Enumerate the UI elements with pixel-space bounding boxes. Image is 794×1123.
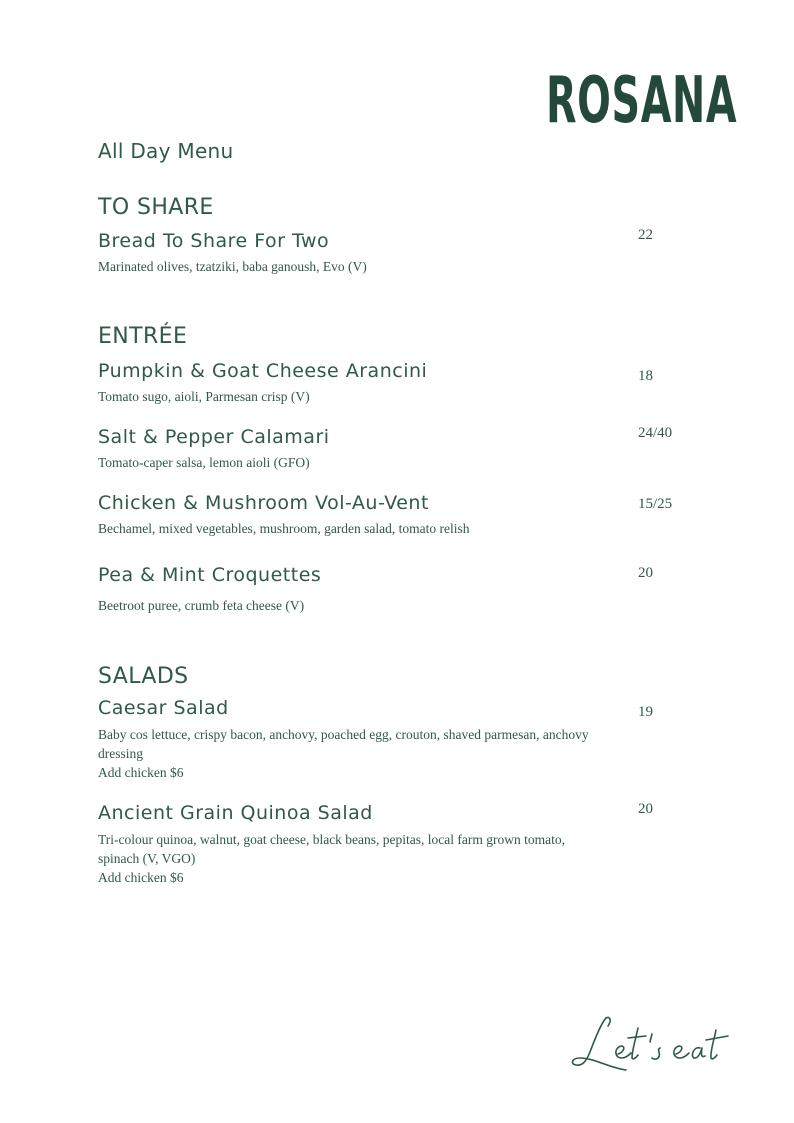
item-name: Pea & Mint Croquettes <box>98 564 322 586</box>
menu-title: All Day Menu <box>98 139 234 163</box>
item-price: 20 <box>638 565 653 581</box>
item-description: Tomato sugo, aioli, Parmesan crisp (V) <box>98 389 310 404</box>
brand-logo: ROSANA <box>546 64 738 138</box>
item-description: Beetroot puree, crumb feta cheese (V) <box>98 598 305 613</box>
menu-item <box>98 491 698 538</box>
item-addon: Add chicken $6 <box>98 870 184 885</box>
item-name: Pumpkin & Goat Cheese Arancini <box>98 360 428 382</box>
item-name: Chicken & Mushroom Vol-Au-Vent <box>98 492 429 514</box>
item-price: 22 <box>638 227 653 243</box>
menu-item <box>98 801 698 887</box>
lets-eat-script-logo <box>566 1008 736 1080</box>
section-title-to-share: TO SHARE <box>98 195 214 220</box>
item-addon: Add chicken $6 <box>98 765 184 780</box>
item-price: 19 <box>638 704 653 720</box>
menu-item <box>98 359 698 406</box>
section-title-salads: SALADS <box>98 664 189 689</box>
menu-item <box>98 696 698 782</box>
item-price: 20 <box>638 801 653 817</box>
menu-item <box>98 229 698 276</box>
item-name: Salt & Pepper Calamari <box>98 426 330 448</box>
item-description: Baby cos lettuce, crispy bacon, anchovy, poached egg, crouton, shaved parmesan, anchovy dressing <box>98 727 589 761</box>
item-description: Marinated olives, tzatziki, baba ganoush, Evo (V) <box>98 259 367 274</box>
item-price: 15/25 <box>638 496 673 512</box>
item-description: Tri-colour quinoa, walnut, goat cheese, black beans, pepitas, local farm grown tomato, spinach (V, VGO) <box>98 832 565 866</box>
item-name: Ancient Grain Quinoa Salad <box>98 802 373 824</box>
item-name: Caesar Salad <box>98 697 229 719</box>
item-name: Bread To Share For Two <box>98 230 330 252</box>
menu-item <box>98 425 698 472</box>
item-description: Bechamel, mixed vegetables, mushroom, garden salad, tomato relish <box>98 521 470 536</box>
item-price: 24/40 <box>638 425 673 441</box>
item-price: 18 <box>638 368 653 384</box>
menu-item <box>98 563 698 615</box>
item-description: Tomato-caper salsa, lemon aioli (GFO) <box>98 455 310 470</box>
section-title-entree: ENTRÉE <box>98 324 188 349</box>
